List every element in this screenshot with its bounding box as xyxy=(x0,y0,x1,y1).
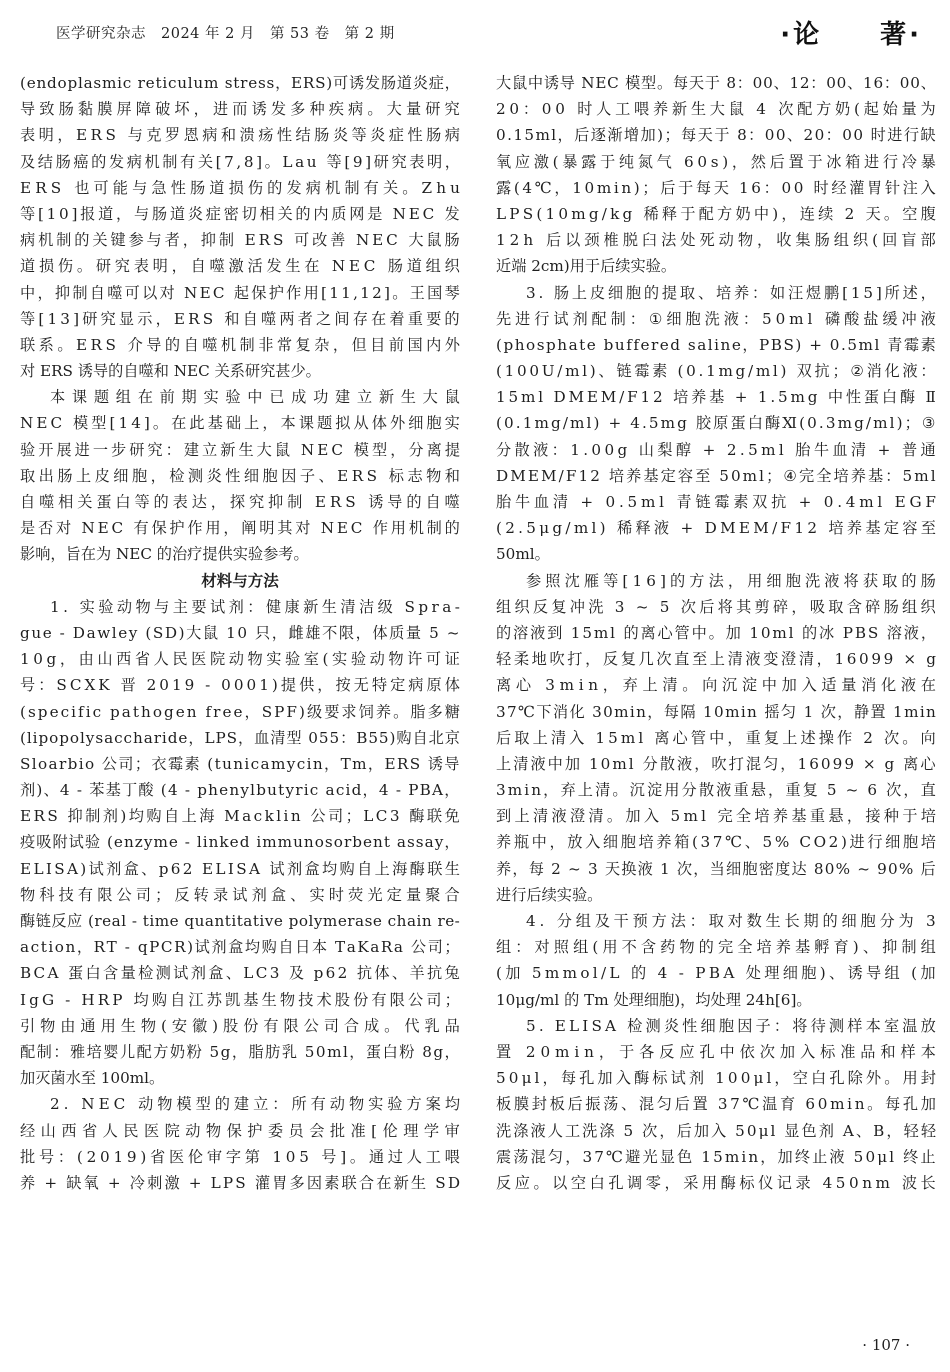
text-line: 1 . 实 验 动 物 与 主 要 试 剂 ： 健 康 新 生 清 洁 级 S p r a - xyxy=(50,597,460,616)
text-line: 经 山 西 省 人 民 医 院 动 物 保 护 委 员 会 批 准 [ 伦 理 学 审 xyxy=(20,1121,460,1140)
text-line: 养 + 缺 氧 + 冷 刺 激 + L P S 灌 胃 多 因 素 联 合 在 新 生 S D xyxy=(20,1173,460,1192)
text-line: 胎 牛 血 清 + 0 . 5 m l 青 链 霉 素 双 抗 + 0 . 4 m l E G F xyxy=(496,493,936,511)
text-line: 验 开 展 进 一 步 研 究 ： 建 立 新 生 大 鼠 N E C 模 型 ， 分 离 提 xyxy=(20,440,460,459)
text-line: E L I S A ) 试 剂 盒 、 p 6 2 E L I S A 试 剂 盒 均 购 自 上 海 酶 联 生 xyxy=(20,859,460,878)
text-line: B C A 蛋 白 含 量 检 测 试 剂 盒 、 L C 3 及 p 6 2 抗 体 、 羊 抗 兔 xyxy=(20,964,460,983)
text-line: 到 上 清 液 澄 清 。 加 入 5 m l 完 全 培 养 基 重 悬 ， 接 种 于 培 xyxy=(496,807,936,826)
left-column xyxy=(20,70,460,1196)
text-line: 氧 应 激 ( 暴 露 于 纯 氮 气 6 0 s ) ， 然 后 置 于 冰 箱 进 行 冷 暴 xyxy=(496,152,936,171)
text-line: 50ml。 xyxy=(496,545,550,564)
page-number: · 107 · xyxy=(862,1336,910,1354)
text-line: 1 2 h 后 以 颈 椎 脱 臼 法 处 死 动 物 ， 收 集 肠 组 织 ( 回 盲 部 xyxy=(496,231,936,250)
text-line: a c t i o n ， R T - q P C R ) 试 剂 盒 均 购 自 日 本 T a K a R a 公 司 ； xyxy=(20,938,460,957)
text-line: 导 致 肠 黏 膜 屏 障 破 坏 ， 进 而 诱 发 多 种 疾 病 。 大 量 研 究 xyxy=(20,100,460,119)
text-line: 物 科 技 有 限 公 司 ； 反 转 录 试 剂 盒 、 实 时 荧 光 定 量 聚 合 xyxy=(20,885,460,904)
text-line: 板 膜 封 板 后 振 荡 、 混 匀 后 置 3 7 ℃ 温 育 6 0 m i n 。 每 孔 加 xyxy=(496,1095,936,1114)
text-line: 取 出 肠 上 皮 细 胞 ， 检 测 炎 性 细 胞 因 子 、 E R S 标 志 物 和 xyxy=(20,466,460,485)
text-line: 分 散 液 ： 1 . 0 0 g 山 梨 醇 + 2 . 5 m l 胎 牛 血 清 + 普 通 xyxy=(496,440,936,459)
text-line: ( l i p o p o l y s a c c h a r i d e ， L P S ， 血 清 型 0 5 5 ： B 5 5 ) 购 自 北 京 xyxy=(20,728,460,747)
text-line: 道 损 伤 。 研 究 表 明 ， 自 噬 激 活 发 生 在 N E C 肠 道 组 织 xyxy=(20,257,460,276)
text-line: 剂 ) 、 4 - 苯 基 丁 酸 ( 4 - p h e n y l b u t y r i c a c i d ， 4 - P B A ， xyxy=(20,781,460,800)
text-line: 后 取 上 清 入 1 5 m l 离 心 管 中 ， 重 复 上 述 操 作 2 次 。 向 xyxy=(496,728,936,747)
text-line: g u e - D a w l e y ( S D ) 大 鼠 1 0 只 ， 雌 雄 不 限 ， 体 质 量 5 ~ xyxy=(20,623,460,642)
text-line: 的 溶 液 到 1 5 m l 的 离 心 管 中 。 加 1 0 m l 的 冰 P B S 溶 液 ， xyxy=(496,623,936,642)
text-line: 3 7 ℃ 下 消 化 3 0 m i n ， 每 隔 1 0 m i n 摇 匀 1 次 ， 静 置 1 m i n xyxy=(496,702,936,721)
section-tag: ·论 著· xyxy=(780,20,922,50)
text-line: 组 织 反 复 冲 洗 3 ~ 5 次 后 将 其 剪 碎 ， 吸 取 含 碎 肠 组 织 xyxy=(496,597,936,616)
text-line: 离 心 3 m i n ， 弃 上 清 。 向 沉 淀 中 加 入 适 量 消 化 液 在 xyxy=(496,676,936,695)
text-line: 先 进 行 试 剂 配 制 ： ① 细 胞 洗 液 ： 5 0 m l 磷 酸 盐 缓 冲 液 xyxy=(496,309,936,328)
text-line: D M E M / F 1 2 培 养 基 定 容 至 5 0 m l ； ④ 完 全 培 养 基 ： 5 m l xyxy=(496,466,936,485)
text-line: E R S 抑 制 剂 ) 均 购 自 上 海 M a c k l i n 公 司 ； L C 3 酶 联 免 xyxy=(20,807,460,826)
text-line: 表 明 ， E R S 与 克 罗 恩 病 和 溃 疡 性 结 肠 炎 等 炎 症 性 肠 病 xyxy=(20,126,460,145)
text-line: 本 课 题 组 在 前 期 实 验 中 已 成 功 建 立 新 生 大 鼠 xyxy=(50,388,460,407)
text-line: ( e n d o p l a s m i c r e t i c u l u m s t r e s s ， E R S ) 可 诱 发 肠 道 炎 症 ， xyxy=(20,74,460,92)
text-line: 2 . N E C 动 物 模 型 的 建 立 ： 所 有 动 物 实 验 方 案 均 xyxy=(50,1095,460,1114)
text-line: 养 ， 每 2 ~ 3 天 换 液 1 次 ， 当 细 胞 密 度 达 8 0 % ~ 9 0 % 后 xyxy=(496,859,936,878)
text-line: 参 照 沈 雁 等 [ 1 6 ] 的 方 法 ， 用 细 胞 洗 液 将 获 取 的 肠 xyxy=(526,571,936,590)
text-line: ( 加 5 m m o l / L 的 4 - P B A 处 理 细 胞 ) 、 诱 导 组 ( 加 xyxy=(496,964,936,983)
text-line: 进行后续实验。 xyxy=(496,885,603,904)
text-line: 加灭菌水至 100ml。 xyxy=(20,1069,165,1088)
text-line: 震 荡 混 匀 ， 3 7 ℃ 避 光 显 色 1 5 m i n ， 加 终 止 液 5 0 μ l 终 止 xyxy=(496,1147,936,1166)
text-line: 影响，旨在为 NEC 的治疗提供实验参考。 xyxy=(20,545,309,564)
text-line: 4 . 分 组 及 干 预 方 法 ： 取 对 数 生 长 期 的 细 胞 分 为 3 xyxy=(526,912,936,930)
text-line: 反 应 。 以 空 白 孔 调 零 ， 采 用 酶 标 仪 记 录 4 5 0 n m 波 长 xyxy=(496,1173,936,1192)
text-line: ( p h o s p h a t e b u f f e r e d s a l i n e ， P B S ) + 0 . 5 m l 青 霉 素 xyxy=(496,335,936,354)
text-line: 自 噬 相 关 蛋 白 等 的 表 达 ， 探 究 抑 制 E R S 诱 导 的 自 噬 xyxy=(20,493,460,511)
text-line: 养 瓶 中 ， 放 入 细 胞 培 养 箱 ( 3 7 ℃ 、 5 % C O 2 ) 进 行 细 胞 培 xyxy=(496,833,936,852)
text-line: 组 ： 对 照 组 ( 用 不 含 药 物 的 完 全 培 养 基 孵 育 ) 、 抑 制 组 xyxy=(496,938,936,957)
text-line: L P S ( 1 0 m g / k g 稀 释 于 配 方 奶 中 ) ， 连 续 2 天 。 空 腹 xyxy=(496,204,936,223)
text-line: 联 系 。 E R S 介 导 的 自 噬 机 制 非 常 复 杂 ， 但 目 前 国 内 外 xyxy=(20,335,460,354)
text-line: 等 [ 1 0 ] 报 道 ， 与 肠 道 炎 症 密 切 相 关 的 内 质 网 是 N E C 发 xyxy=(20,204,460,223)
text-line: I g G - H R P 均 购 自 江 苏 凯 基 生 物 技 术 股 份 有 限 公 司 ； xyxy=(20,990,460,1009)
page-header xyxy=(0,0,950,56)
right-column xyxy=(496,70,936,1196)
text-line: 病 机 制 的 关 键 参 与 者 ， 抑 制 E R S 可 改 善 N E C 大 鼠 肠 xyxy=(20,231,460,250)
text-line: 对 ERS 诱导的自噬和 NEC 关系研究甚少。 xyxy=(20,362,321,381)
text-line: ( 1 0 0 U / m l ) 、 链 霉 素 ( 0 . 1 m g / m l ) 双 抗 ； ② 消 化 液 ： xyxy=(496,362,936,381)
text-line: 配 制 ： 雅 培 婴 儿 配 方 奶 粉 5 g ， 脂 肪 乳 5 0 m l ， 蛋 白 粉 8 g ， xyxy=(20,1042,460,1061)
text-line: 疫 吸 附 试 验 ( e n z y m e - l i n k e d i m m u n o s o r b e n t a s s a y ， xyxy=(20,833,460,852)
text-line: 2 0 ： 0 0 时 人 工 喂 养 新 生 大 鼠 4 次 配 方 奶 ( 起 始 量 为 xyxy=(496,100,936,119)
text-line: ( 2 . 5 μ g / m l ) 稀 释 液 + D M E M / F 1 2 培 养 基 定 容 至 xyxy=(496,519,936,538)
section-heading: 材料与方法 xyxy=(201,571,279,590)
text-line: 10μg/ml 的 Tm 处理细胞)，均处理 24h[6]。 xyxy=(496,990,812,1009)
journal-info: 医学研究杂志 2024 年 2 月 第 53 卷 第 2 期 xyxy=(56,26,395,42)
text-line: 3 m i n ， 弃 上 清 。 沉 淀 用 分 散 液 重 悬 ， 重 复 5 ~ 6 次 ， 直 xyxy=(496,781,936,800)
text-line: 近端 2cm)用于后续实验。 xyxy=(496,257,677,276)
text-line: 上 清 液 中 加 1 0 m l 分 散 液 ， 吹 打 混 匀 ， 1 6 0 9 9 × g 离 心 xyxy=(496,754,936,773)
text-line: 轻 柔 地 吹 打 ， 反 复 几 次 直 至 上 清 液 变 澄 清 ， 1 6 0 9 9 × g xyxy=(496,650,936,669)
text-line: 置 2 0 m i n ， 于 各 反 应 孔 中 依 次 加 入 标 准 品 和 样 本 xyxy=(496,1042,936,1061)
text-line: 等 [ 1 3 ] 研 究 显 示 ， E R S 和 自 噬 两 者 之 间 存 在 着 重 要 的 xyxy=(20,309,460,328)
text-line: 批 号 ： ( 2 0 1 9 ) 省 医 伦 审 字 第 1 0 5 号 ] 。 通 过 人 工 喂 xyxy=(20,1147,460,1166)
text-line: 号 ： S C X K 晋 2 0 1 9 - 0 0 0 1 ) 提 供 ， 按 无 特 定 病 原 体 xyxy=(20,676,460,695)
text-line: 3 . 肠 上 皮 细 胞 的 提 取 、 培 养 ： 如 汪 煜 鹏 [ 1 5 ] 所 述 ， xyxy=(526,283,936,302)
text-line: 及 结 肠 癌 的 发 病 机 制 有 关 [ 7 , 8 ] 。 L a u 等 [ 9 ] 研 究 表 明 ， xyxy=(20,152,460,171)
text-line: 1 0 g ， 由 山 西 省 人 民 医 院 动 物 实 验 室 ( 实 验 动 物 许 可 证 xyxy=(20,650,460,669)
text-line: 5 0 μ l ， 每 孔 加 入 酶 标 试 剂 1 0 0 μ l ， 空 白 孔 除 外 。 用 封 xyxy=(496,1069,936,1088)
text-line: ( 0 . 1 m g / m l ) + 4 . 5 m g 胶 原 蛋 白 酶 Ⅺ ( 0 . 3 m g / m l ) ； ③ xyxy=(496,414,936,433)
text-line: 中 ， 抑 制 自 噬 可 以 对 N E C 起 保 护 作 用 [ 1 1 , 1 2 ] 。 王 国 琴 xyxy=(20,283,460,302)
text-line: 酶 链 反 应 ( r e a l - t i m e q u a n t i t a t i v e p o l y m e r a s e c h a i n r e - xyxy=(20,912,460,930)
text-line: S l o a r b i o 公 司 ； 衣 霉 素 ( t u n i c a m y c i n ， T m ， E R S 诱 导 xyxy=(20,754,460,773)
text-line: 1 5 m l D M E M / F 1 2 培 养 基 + 1 . 5 m g 中 性 蛋 白 酶 Ⅱ xyxy=(496,388,936,407)
text-line: N E C 模 型 [ 1 4 ] 。 在 此 基 础 上 ， 本 课 题 拟 从 体 外 细 胞 实 xyxy=(20,414,460,433)
text-line: 是 否 对 N E C 有 保 护 作 用 ， 阐 明 其 对 N E C 作 用 机 制 的 xyxy=(20,519,460,538)
text-line: E R S 也 可 能 与 急 性 肠 道 损 伤 的 发 病 机 制 有 关 。 Z h u xyxy=(20,178,460,197)
text-line: 洗 涤 液 人 工 洗 涤 5 次 ， 后 加 入 5 0 μ l 显 色 剂 A 、 B ， 轻 轻 xyxy=(496,1121,936,1140)
text-line: 露 ( 4 ℃ ， 1 0 m i n ) ； 后 于 每 天 1 6 ： 0 0 时 经 灌 胃 针 注 入 xyxy=(496,178,936,197)
text-line: 引 物 由 通 用 生 物 ( 安 徽 ) 股 份 有 限 公 司 合 成 。 代 乳 品 xyxy=(20,1016,460,1035)
text-line: 5 . E L I S A 检 测 炎 性 细 胞 因 子 ： 将 待 测 样 本 室 温 放 xyxy=(526,1016,936,1035)
text-line: 0 . 1 5 m l ， 后 逐 渐 增 加 ) ； 每 天 于 8 ： 0 0 、 2 0 ： 0 0 时 进 行 缺 xyxy=(496,126,936,145)
text-line: ( s p e c i f i c p a t h o g e n f r e e ， S P F ) 级 要 求 饲 养 。 脂 多 糖 xyxy=(20,702,460,721)
text-line: 大 鼠 中 诱 导 N E C 模 型 。 每 天 于 8 ： 0 0 、 1 2 ： 0 0 、 1 6 ： 0 0 、 xyxy=(496,74,936,92)
